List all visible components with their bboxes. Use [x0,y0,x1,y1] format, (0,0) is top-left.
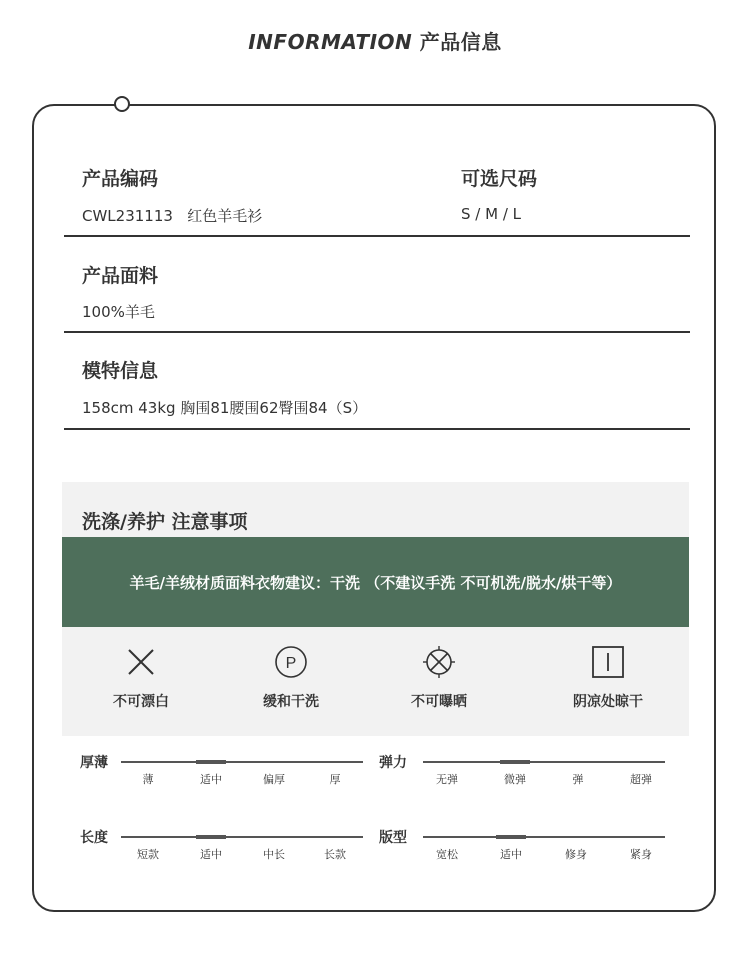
attribute-option: 适中 [200,848,222,861]
dry-clean-p-icon [274,645,308,679]
no-sun-dry-icon [422,645,456,679]
attribute-selected-marker [500,760,530,764]
attribute-option: 超弹 [630,773,652,786]
attribute-option: 修身 [565,848,587,861]
size-value: S / M / L [461,205,521,223]
care-item-label: 阴凉处晾干 [573,694,643,710]
divider [64,331,690,333]
svg-text:P: P [285,655,297,672]
care-banner: 羊毛/羊绒材质面料衣物建议：干洗 （不建议手洗 不可机洗/脱水/烘干等） [62,537,689,627]
attribute-label: 长度 [80,830,108,846]
attribute-option: 无弹 [436,773,458,786]
care-item-label: 不可漂白 [113,694,169,710]
attribute-option: 宽松 [436,848,458,861]
care-item [364,645,514,711]
attribute-scale-line [121,761,363,763]
no-bleach-icon [124,645,158,679]
attribute-option: 紧身 [630,848,652,861]
attribute-option: 弹 [572,773,584,786]
care-item [66,645,216,711]
attribute-label: 版型 [379,830,407,846]
attribute-scale-line [121,836,363,838]
shade-dry-icon [591,645,625,679]
model-value: 158cm 43kg 胸围81腰围62臀围84（S） [82,399,368,417]
fabric-label: 产品面料 [82,265,159,287]
attribute-label: 弹力 [379,755,407,771]
attribute-option: 长款 [324,848,346,861]
attribute-option: 适中 [200,773,222,786]
attribute-label: 厚薄 [80,755,108,771]
size-label: 可选尺码 [461,168,538,190]
page-title [0,26,750,55]
care-item-label: 不可曝晒 [411,694,467,710]
care-title: 洗涤/养护 注意事项 [82,511,248,533]
attribute-option: 厚 [329,773,341,786]
attribute-option: 适中 [500,848,522,861]
divider [64,235,690,237]
tag-ring-icon [114,96,130,112]
model-label: 模特信息 [82,360,159,382]
attribute-selected-marker [196,760,226,764]
page-title-zh: 产品信息 [419,30,502,54]
product-code-label: 产品编码 [82,168,159,190]
care-item [216,645,366,711]
fabric-value: 100%羊毛 [82,303,155,321]
product-code-value: CWL231113 红色羊毛衫 [82,207,263,225]
attribute-scale-line [423,836,665,838]
attribute-selected-marker [496,835,526,839]
page-title-en: INFORMATION [248,30,413,54]
care-item [533,645,683,711]
divider [64,428,690,430]
attribute-option: 薄 [142,773,154,786]
care-item-label: 缓和干洗 [263,694,319,710]
attribute-option: 短款 [137,848,159,861]
attribute-scale-line [423,761,665,763]
attribute-option: 偏厚 [263,773,285,786]
attribute-option: 微弹 [504,773,526,786]
attribute-option: 中长 [263,848,285,861]
attribute-selected-marker [196,835,226,839]
